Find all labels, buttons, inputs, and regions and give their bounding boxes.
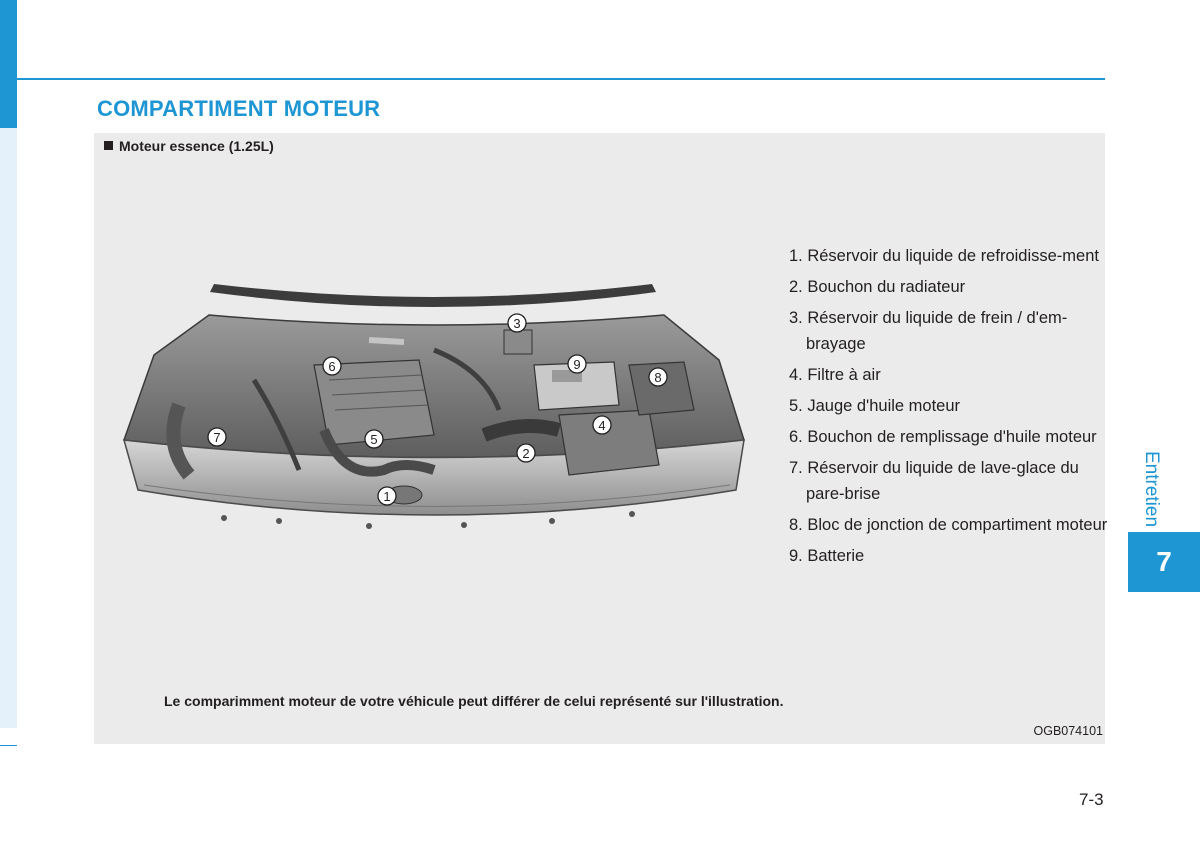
illustration-note: Le comparimment moteur de votre véhicule peut différer de celui représenté sur l'illustration.	[164, 693, 784, 709]
chapter-tab: 7	[1128, 532, 1200, 592]
callout-4-label: 4	[598, 418, 606, 433]
callout-2-label: 2	[522, 446, 530, 461]
legend-item: 5. Jauge d'huile moteur	[789, 397, 961, 415]
legend-item: 9. Batterie	[789, 547, 865, 565]
header-rule	[17, 78, 1105, 80]
callout-3-label: 3	[513, 316, 521, 331]
callout-7	[208, 428, 226, 446]
legend-item: 2. Bouchon du radiateur	[789, 278, 966, 296]
bullet-square-icon	[104, 141, 113, 150]
callout-1	[378, 487, 396, 505]
page-number: 7-3	[1079, 790, 1104, 809]
legend-item: 6. Bouchon de remplissage d'huile moteur	[789, 428, 1097, 446]
callout-6-label: 6	[328, 359, 336, 374]
parts-legend	[789, 243, 1109, 574]
callout-6	[323, 357, 341, 375]
callout-8-label: 8	[654, 370, 662, 385]
callout-9	[568, 355, 586, 373]
engine-compartment-illustration	[104, 270, 764, 555]
callout-7-label: 7	[213, 430, 221, 445]
illustration-reference-code: OGB074101	[1033, 724, 1103, 738]
chapter-name	[1136, 448, 1166, 530]
callout-8	[649, 368, 667, 386]
callout-5	[365, 430, 383, 448]
chapter-strip	[0, 0, 17, 128]
callout-2	[517, 444, 535, 462]
callout-4	[593, 416, 611, 434]
chapter-name-text: Entretien	[1141, 450, 1162, 528]
legend-item: 8. Bloc de jonction de compartiment moteur	[789, 516, 1108, 534]
callout-1-label: 1	[383, 489, 391, 504]
callout-3	[508, 314, 526, 332]
callout-9-label: 9	[573, 357, 581, 372]
engine-subtitle	[104, 138, 274, 154]
legend-item: 3. Réservoir du liquide de frein / d'em-brayage	[789, 309, 1068, 353]
margin-rule	[0, 745, 17, 746]
legend-item: 7. Réservoir du liquide de lave-glace du pare-brise	[789, 459, 1079, 503]
legend-item: 1. Réservoir du liquide de refroidisse-ment	[789, 247, 1099, 265]
legend-item: 4. Filtre à air	[789, 366, 881, 384]
section-title: COMPARTIMENT MOTEUR	[97, 96, 381, 121]
margin-strip	[0, 128, 17, 728]
engine-subtitle-text: Moteur essence (1.25L)	[119, 138, 274, 154]
callout-5-label: 5	[370, 432, 378, 447]
